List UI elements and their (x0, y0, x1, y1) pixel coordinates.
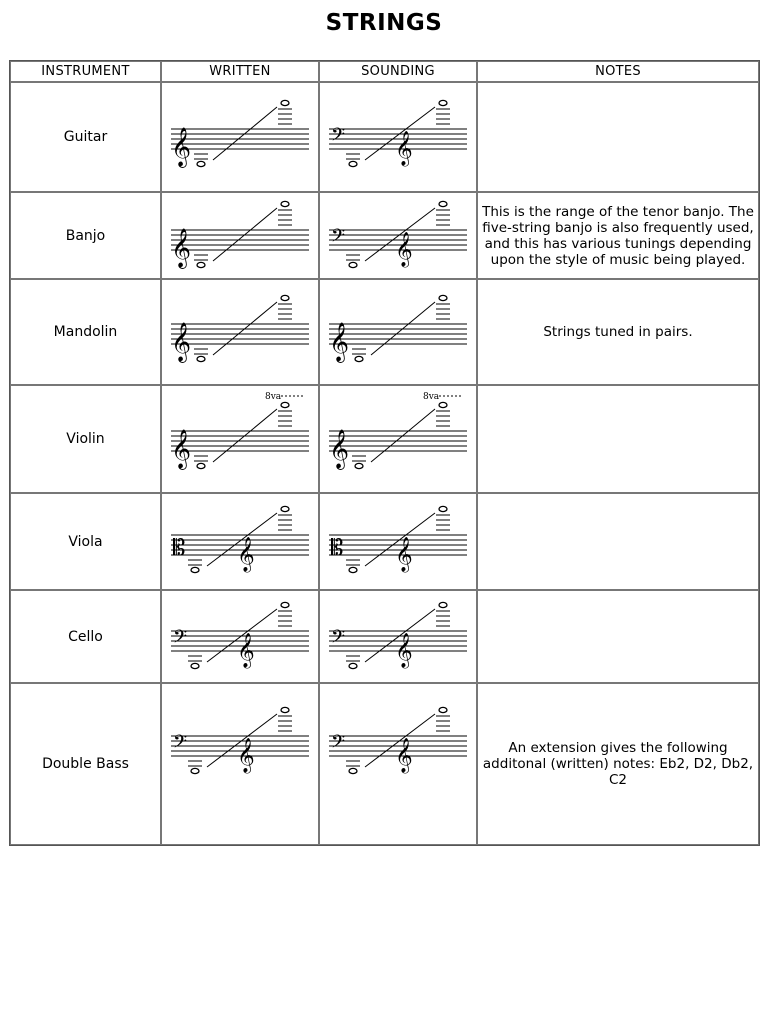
sounding-range-cell (319, 192, 477, 279)
octave-sign-label: 8va (265, 392, 282, 402)
written-range-staff (165, 597, 315, 677)
written-range-staff (165, 87, 315, 187)
note-head (281, 707, 289, 712)
written-range-staff (165, 284, 315, 380)
sounding-range-staff (323, 597, 473, 677)
written-range-staff (165, 698, 315, 788)
notes-cell (477, 590, 759, 683)
instrument-name: Guitar (10, 82, 161, 192)
sounding-range-staff (323, 196, 473, 276)
sounding-range-cell (319, 279, 477, 385)
note-head (281, 402, 289, 407)
header-row (10, 61, 759, 82)
header-notes: NOTES (477, 61, 759, 82)
header-sounding: SOUNDING (319, 61, 477, 82)
bass-clef-icon: 𝄢 (331, 732, 346, 757)
written-range-staff (165, 390, 315, 488)
note-head (197, 161, 205, 166)
bass-clef-icon: 𝄢 (173, 626, 188, 652)
treble-clef-icon: 𝄞 (171, 322, 192, 362)
sounding-range-cell (319, 590, 477, 683)
table-row (10, 590, 759, 683)
note-head (349, 161, 357, 166)
sounding-range-staff (323, 390, 473, 488)
sounding-range-cell (319, 683, 477, 845)
written-range-staff (165, 498, 315, 586)
note-head (349, 768, 357, 773)
treble-clef-icon: 𝄞 (395, 231, 413, 267)
written-range-staff (165, 196, 315, 276)
instrument-name: Double Bass (10, 683, 161, 845)
treble-clef-icon: 𝄞 (395, 738, 413, 773)
header-instrument: INSTRUMENT (10, 61, 161, 82)
note-head (191, 663, 199, 668)
table-row (10, 683, 759, 845)
treble-clef-icon: 𝄞 (395, 632, 413, 668)
note-head (349, 567, 357, 572)
bass-clef-icon: 𝄢 (173, 732, 188, 757)
written-range-cell (161, 683, 319, 845)
note-head (439, 602, 447, 607)
treble-clef-icon: 𝄞 (171, 429, 192, 469)
note-head (439, 402, 447, 407)
instrument-name: Cello (10, 590, 161, 683)
instrument-name: Mandolin (10, 279, 161, 385)
treble-clef-icon: 𝄞 (237, 536, 255, 572)
page-title: STRINGS (325, 10, 443, 36)
instrument-name: Violin (10, 385, 161, 493)
note-head (439, 100, 447, 105)
written-range-cell (161, 192, 319, 279)
notes-cell: Strings tuned in pairs. (477, 279, 759, 385)
instrument-name: Viola (10, 493, 161, 590)
treble-clef-icon: 𝄞 (171, 127, 192, 167)
sounding-range-staff (323, 284, 473, 380)
treble-clef-icon: 𝄞 (237, 738, 255, 773)
note-head (349, 262, 357, 267)
table-row (10, 385, 759, 493)
treble-clef-icon: 𝄞 (395, 131, 413, 166)
sounding-range-staff (323, 698, 473, 788)
notes-cell (477, 493, 759, 590)
sounding-range-cell (319, 493, 477, 590)
note-head (439, 506, 447, 511)
note-head (349, 663, 357, 668)
strings-range-table (9, 60, 760, 846)
note-head (197, 463, 205, 468)
treble-clef-icon: 𝄞 (329, 322, 350, 362)
sounding-range-cell (319, 385, 477, 493)
table-row (10, 82, 759, 192)
sounding-range-staff (323, 498, 473, 586)
note-head (439, 295, 447, 300)
note-head (197, 356, 205, 361)
note-head (191, 567, 199, 572)
octave-sign-label: 8va (423, 392, 440, 402)
note-head (281, 201, 289, 206)
note-head (191, 768, 199, 773)
note-head (281, 506, 289, 511)
note-head (281, 295, 289, 300)
alto-clef-icon: 𝄡 (331, 535, 344, 561)
bass-clef-icon: 𝄢 (331, 225, 346, 251)
note-head (197, 262, 205, 267)
note-head (439, 201, 447, 206)
written-range-cell (161, 82, 319, 192)
treble-clef-icon: 𝄞 (395, 536, 413, 572)
bass-clef-icon: 𝄢 (331, 125, 346, 150)
written-range-cell (161, 590, 319, 683)
note-head (355, 356, 363, 361)
table-row (10, 192, 759, 279)
note-head (355, 463, 363, 468)
header-written: WRITTEN (161, 61, 319, 82)
note-head (281, 602, 289, 607)
table-row (10, 279, 759, 385)
written-range-cell (161, 279, 319, 385)
written-range-cell (161, 385, 319, 493)
notes-cell (477, 82, 759, 192)
note-head (281, 100, 289, 105)
bass-clef-icon: 𝄢 (331, 626, 346, 652)
alto-clef-icon: 𝄡 (173, 535, 186, 561)
written-range-cell (161, 493, 319, 590)
instrument-name: Banjo (10, 192, 161, 279)
treble-clef-icon: 𝄞 (237, 632, 255, 668)
treble-clef-icon: 𝄞 (329, 429, 350, 469)
sounding-range-cell (319, 82, 477, 192)
notes-cell: An extension gives the following additonal (written) notes: Eb2, D2, Db2, C2 (477, 683, 759, 845)
treble-clef-icon: 𝄞 (171, 227, 192, 268)
sounding-range-staff (323, 87, 473, 187)
notes-cell: This is the range of the tenor banjo. The five-string banjo is also frequently used, and this has various tunings depending upon the style of music being played. (477, 192, 759, 279)
table-row (10, 493, 759, 590)
notes-cell (477, 385, 759, 493)
note-head (439, 707, 447, 712)
